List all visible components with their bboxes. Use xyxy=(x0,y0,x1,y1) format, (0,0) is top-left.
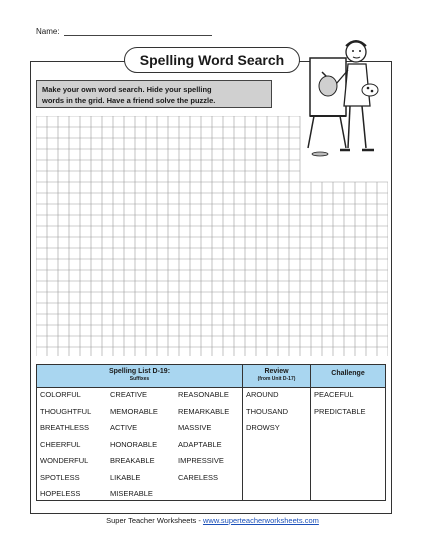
review-column xyxy=(242,387,311,500)
review-header xyxy=(242,365,310,387)
word-cell: CARELESS xyxy=(178,472,219,482)
word-column-2 xyxy=(107,387,175,500)
word-cell: THOUSAND xyxy=(246,406,289,416)
table-header xyxy=(37,365,385,388)
challenge-header: Challenge xyxy=(310,365,385,387)
word-cell: AROUND xyxy=(246,390,279,399)
word-cell: BREAKABLE xyxy=(110,456,155,465)
word-cell: CHEERFUL xyxy=(40,439,81,449)
main-header-title: Spelling List D-19: xyxy=(108,368,171,375)
review-header-title: Review xyxy=(264,368,289,375)
word-cell: WONDERFUL xyxy=(40,456,89,465)
footer-text: Super Teacher Worksheets - xyxy=(106,516,203,525)
word-cell: HONORABLE xyxy=(110,439,158,449)
word-cell: ACTIVE xyxy=(110,423,138,432)
challenge-column xyxy=(310,387,386,500)
word-column-1 xyxy=(37,387,107,500)
worksheet-title: Spelling Word Search xyxy=(124,47,300,73)
word-cell: MISERABLE xyxy=(110,489,153,498)
word-cell: IMPRESSIVE xyxy=(178,456,224,465)
instructions-line-1: Make your own word search. Hide your spelling xyxy=(42,85,212,94)
instructions-line-2: words in the grid. Have a friend solve the puzzle. xyxy=(42,96,216,105)
word-cell: LIKABLE xyxy=(110,472,141,482)
main-header xyxy=(37,365,242,387)
footer xyxy=(0,516,425,525)
word-cell: HOPELESS xyxy=(40,489,81,498)
name-line[interactable] xyxy=(64,26,212,36)
word-cell: ADAPTABLE xyxy=(178,439,222,449)
word-cell: MASSIVE xyxy=(178,423,212,432)
word-cell: PEACEFUL xyxy=(314,390,354,399)
word-cell: MEMORABLE xyxy=(110,406,158,416)
word-cell: REMARKABLE xyxy=(178,406,230,416)
word-cell: DROWSY xyxy=(246,423,280,432)
footer-link[interactable]: www.superteacherworksheets.com xyxy=(202,516,319,525)
instructions-box xyxy=(36,80,272,108)
word-cell: BREATHLESS xyxy=(40,423,90,432)
word-column-3 xyxy=(175,387,242,500)
word-cell: REASONABLE xyxy=(178,390,229,399)
word-cell: SPOTLESS xyxy=(40,472,80,482)
word-cell: COLORFUL xyxy=(40,390,81,399)
word-search-grid[interactable] xyxy=(36,116,388,356)
main-header-sub: Suffixes xyxy=(129,376,150,382)
spelling-list-table xyxy=(36,364,386,501)
name-row xyxy=(36,26,212,36)
review-header-sub: (from Unit D-17) xyxy=(257,376,296,382)
name-label: Name: xyxy=(36,27,60,36)
word-cell: THOUGHTFUL xyxy=(40,406,92,416)
word-cell: PREDICTABLE xyxy=(314,406,366,416)
word-cell: CREATIVE xyxy=(110,390,147,399)
